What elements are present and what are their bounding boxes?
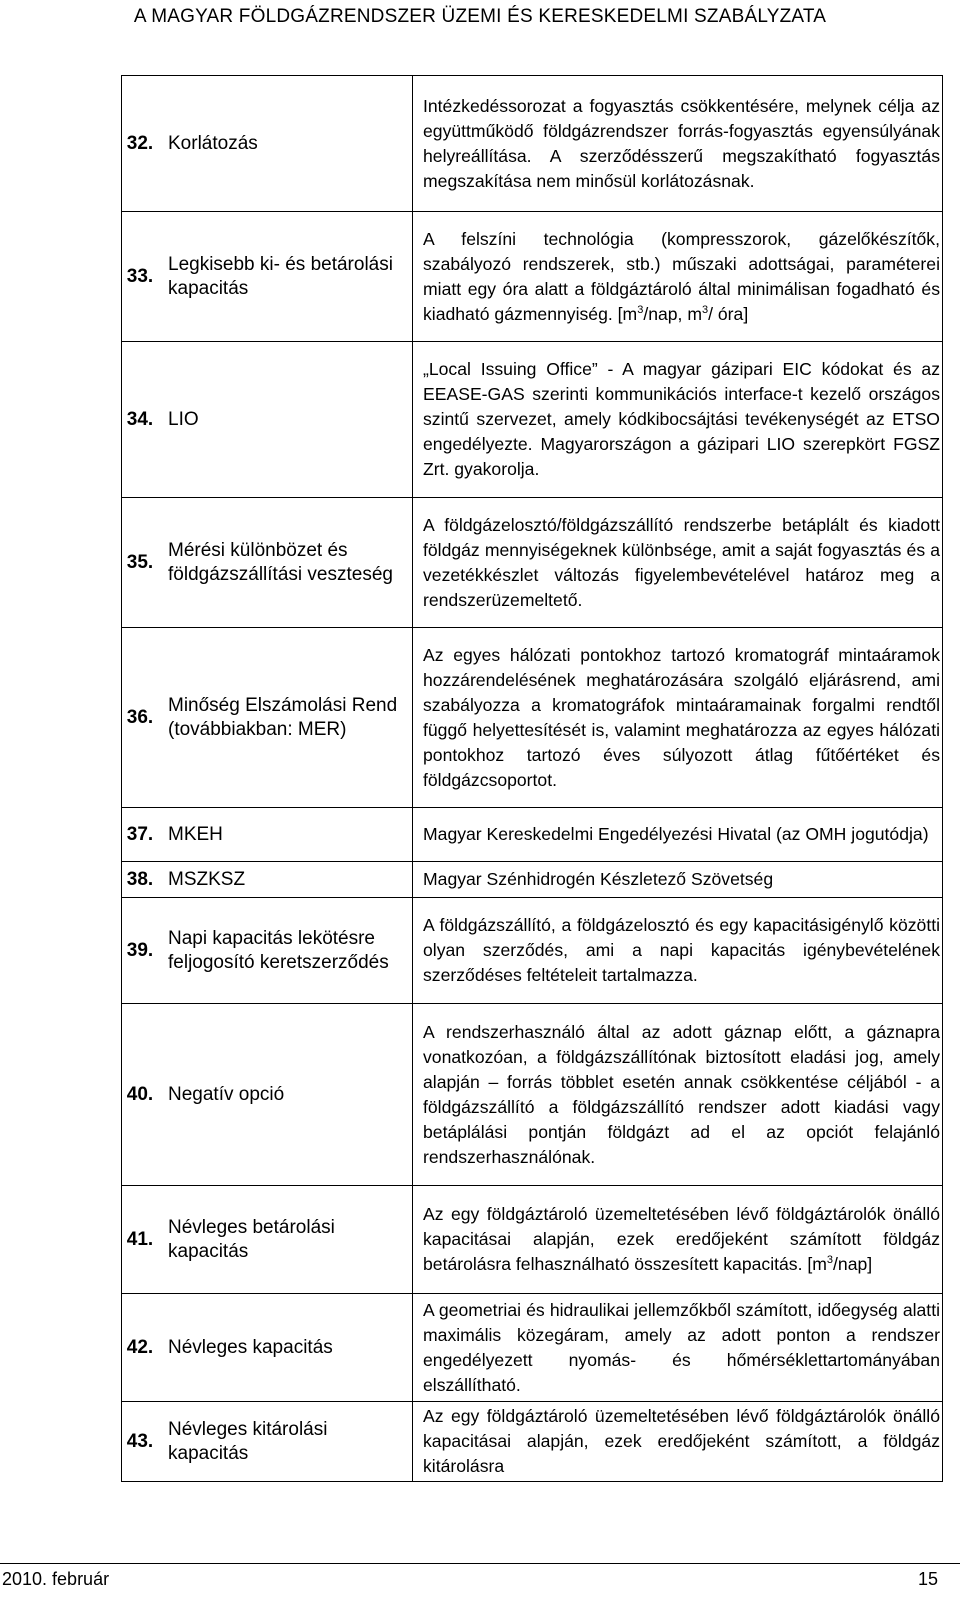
page-footer bbox=[0, 1569, 960, 1593]
row-number: 36. bbox=[122, 628, 159, 808]
term-label: LIO bbox=[158, 342, 413, 498]
term-label: MSZKSZ bbox=[158, 862, 413, 898]
term-label: Névleges betárolási kapacitás bbox=[158, 1186, 413, 1294]
row-number: 43. bbox=[122, 1402, 159, 1482]
term-label: Névleges kapacitás bbox=[158, 1294, 413, 1402]
table-row bbox=[122, 628, 943, 808]
table-row bbox=[122, 76, 943, 212]
table-row bbox=[122, 1294, 943, 1402]
term-definition: Az egy földgáztároló üzemeltetésében lévő földgáztárolók önálló kapacitásai alapján, ezek eredőjeként számított, a földgáz kitárolásra bbox=[413, 1402, 943, 1482]
table-row bbox=[122, 808, 943, 862]
term-label: Névleges kitárolási kapacitás bbox=[158, 1402, 413, 1482]
term-label: Negatív opció bbox=[158, 1004, 413, 1186]
footer-date: 2010. február bbox=[2, 1569, 110, 1589]
unit-text: [$m^3$/nap, $m^3/$ óra] bbox=[612, 303, 749, 324]
page-header: A MAGYAR FÖLDGÁZRENDSZER ÜZEMI ÉS KERESKEDELMI SZABÁLYZATA bbox=[133, 6, 827, 27]
term-definition: A földgázelosztó/földgázszállító rendszerbe betáplált és kiadott földgáz mennyiségeknek különbsége, amit a saját fogyasztás és a vezetékkészlet változás figyelembevételével határoz meg a rendszerüzemeltető. bbox=[413, 498, 943, 628]
table-row bbox=[122, 1402, 943, 1482]
row-number: 33. bbox=[122, 212, 159, 342]
row-number: 34. bbox=[122, 342, 159, 498]
term-definition: A geometriai és hidraulikai jellemzőkből számított, időegység alatti maximális közegáram, amely az adott ponton a rendszer engedélyezett nyomás- és hőmérséklettartományában elszállítható. bbox=[413, 1294, 943, 1402]
term-label: Minőség Elszámolási Rend (továbbiakban: MER) bbox=[158, 628, 413, 808]
term-definition: Az egyes hálózati pontokhoz tartozó kromatográf mintaáramok hozzárendelésének meghatározására szolgáló eljárásrend, ami szabályozza a kromatográfok mintaáramainak forgalmi rendtől függő helyettesítését is, valamint meghatározza az egyes hálózati pontokhoz tartozó éves súlyozott átlag fűtőértéket és földgázcsoportot. bbox=[413, 628, 943, 808]
term-definition: „Local Issuing Office” - A magyar gázipari EIC kódokat és az EEASE-GAS szerinti kommunikációs interface-t kezelő országos szintű szervezet, amely kódkibocsájtási tevékenységét az ETSO engedélyezte. Magyarországon a gázipari LIO szerepkört FGSZ Zrt. gyakorolja. bbox=[413, 342, 943, 498]
term-definition: A rendszerhasználó által az adott gáznap előtt, a gáznapra vonatkozóan, a földgázszállítónak biztosított eladási jog, amely alapján – forrás többlet esetén annak csökkentése céljából - a földgázszállító a földgázszállító rendszer adott kiadási vagy betáplálási pontján földgázt ad el az opciót felajánló rendszerhasználónak. bbox=[413, 1004, 943, 1186]
row-number: 35. bbox=[122, 498, 159, 628]
row-number: 37. bbox=[122, 808, 159, 862]
definition-text: Az egy földgáztároló üzemeltetésében lévő földgáztárolók önálló kapacitásai alapján, ezek eredőjeként számított földgáz betárolásra felhasználható összesített kapacitás. bbox=[423, 1204, 940, 1274]
term-label: Mérési különbözet és földgázszállítási veszteség bbox=[158, 498, 413, 628]
term-label: Napi kapacitás lekötésre feljogosító keretszerződés bbox=[158, 898, 413, 1004]
table-row bbox=[122, 498, 943, 628]
table-row bbox=[122, 342, 943, 498]
row-number: 42. bbox=[122, 1294, 159, 1402]
definition-text: A felszíni technológia (kompresszorok, gázelőkészítők, szabályozó rendszerek, stb.) műszaki adottságai, paraméterei miatt egy óra alatt a földgáztároló által minimálisan fogadható és kiadható gázmennyiség. bbox=[423, 228, 940, 324]
row-number: 32. bbox=[122, 76, 159, 212]
row-number: 38. bbox=[122, 862, 159, 898]
term-definition: Intézkedéssorozat a fogyasztás csökkentésére, melynek célja az együttműködő földgázrendszer forrás-fogyasztás egyensúlyának helyreállítása. A szerződésszerű megszakítható fogyasztás megszakítása nem minősül korlátozásnak. bbox=[413, 76, 943, 212]
term-definition: Magyar Szénhidrogén Készletező Szövetség bbox=[413, 862, 943, 898]
definitions-table bbox=[121, 75, 943, 1482]
row-number: 40. bbox=[122, 1004, 159, 1186]
term-definition: A földgázszállító, a földgázelosztó és egy kapacitásigénylő közötti olyan szerződés, ami a napi kapacitás igénybevételének szerződéses feltételeit tartalmazza. bbox=[413, 898, 943, 1004]
row-number: 39. bbox=[122, 898, 159, 1004]
table-row bbox=[122, 1004, 943, 1186]
table-row bbox=[122, 862, 943, 898]
term-label: MKEH bbox=[158, 808, 413, 862]
table-row bbox=[122, 212, 943, 342]
table-row bbox=[122, 1186, 943, 1294]
term-definition: Magyar Kereskedelmi Engedélyezési Hivatal (az OMH jogutódja) bbox=[413, 808, 943, 862]
table-row bbox=[122, 898, 943, 1004]
footer-divider bbox=[0, 1563, 960, 1564]
term-label: Korlátozás bbox=[158, 76, 413, 212]
unit-text: $[m^3/nap]$ bbox=[802, 1254, 873, 1274]
page-number: 15 bbox=[917, 1569, 938, 1589]
term-definition bbox=[413, 212, 943, 342]
row-number: 41. bbox=[122, 1186, 159, 1294]
term-label: Legkisebb ki- és betárolási kapacitás bbox=[158, 212, 413, 342]
term-definition bbox=[413, 1186, 943, 1294]
